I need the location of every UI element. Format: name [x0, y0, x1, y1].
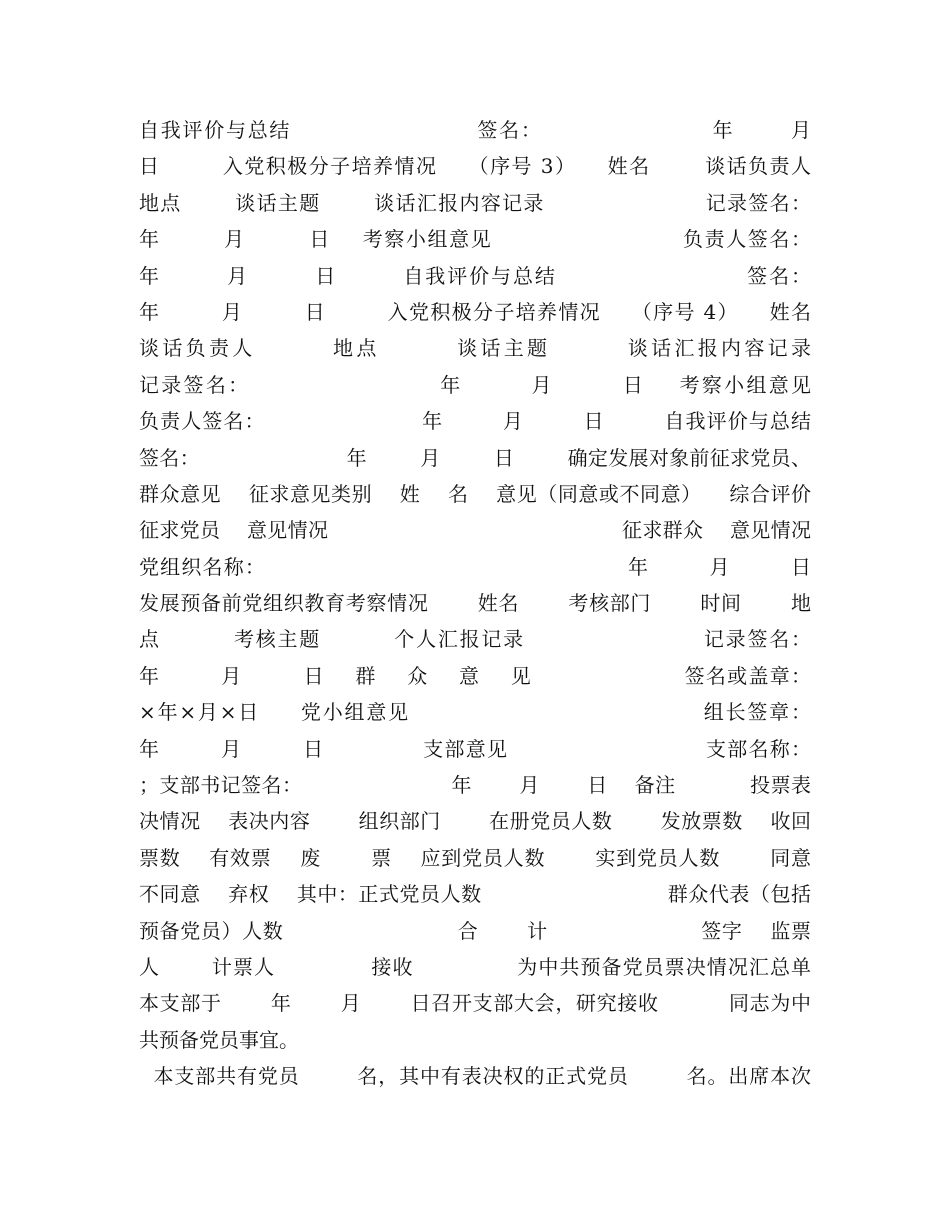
text-line: 征求党员 意见情况 征求群众 意见情况: [139, 518, 811, 543]
text-line: 点 考核主题 个人汇报记录 记录签名：: [139, 627, 811, 652]
text-line: 日 入党积极分子培养情况 （序号 3） 姓名 谈话负责人: [139, 154, 811, 179]
text-line: 年 月 日 群 众 意 见 签名或盖章：: [139, 663, 811, 688]
text-line: 党组织名称： 年 月 日: [139, 554, 811, 579]
text-line: ×年×月×日 党小组意见 组长签章：: [139, 700, 811, 725]
text-line: 本支部共有党员 名，其中有表决权的正式党员 名。出席本次: [139, 1064, 811, 1089]
text-line: 年 月 日 自我评价与总结 签名：: [139, 263, 811, 288]
text-line: 决情况 表决内容 组织部门 在册党员人数 发放票数 收回: [139, 809, 811, 834]
text-line: 自我评价与总结 签名： 年 月: [139, 118, 811, 142]
text-line: ；支部书记签名： 年 月 日 备注 投票表: [139, 773, 811, 798]
text-line: 年 月 日 入党积极分子培养情况 （序号 4） 姓名: [139, 299, 811, 324]
text-line: 年 月 日 支部意见 支部名称：: [139, 736, 811, 761]
text-line: 不同意 弃权 其中：正式党员人数 群众代表（包括: [139, 882, 811, 907]
text-line: 地点 谈话主题 谈话汇报内容记录 记录签名：: [139, 190, 811, 215]
text-line: 年 月 日 考察小组意见 负责人签名：: [139, 227, 811, 252]
text-line: 负责人签名： 年 月 日 自我评价与总结: [139, 409, 811, 434]
text-line: 签名： 年 月 日 确定发展对象前征求党员、: [139, 445, 811, 470]
text-line: 人 计票人 接收 为中共预备党员票决情况汇总单: [139, 954, 811, 979]
text-line: 票数 有效票 废 票 应到党员人数 实到党员人数 同意: [139, 845, 811, 870]
text-line: 预备党员）人数 合 计 签字 监票: [139, 918, 811, 943]
text-line: 记录签名： 年 月 日 考察小组意见: [139, 372, 811, 397]
text-line: 共预备党员事宜。: [139, 1027, 299, 1052]
text-line: 谈话负责人 地点 谈话主题 谈话汇报内容记录: [139, 336, 811, 361]
text-line: 本支部于 年 月 日召开支部大会，研究接收 同志为中: [139, 991, 811, 1016]
text-line: 群众意见 征求意见类别 姓 名 意见（同意或不同意） 综合评价: [139, 481, 811, 506]
text-line: 发展预备前党组织教育考察情况 姓名 考核部门 时间 地: [139, 591, 811, 616]
document-body: [139, 112, 811, 1095]
